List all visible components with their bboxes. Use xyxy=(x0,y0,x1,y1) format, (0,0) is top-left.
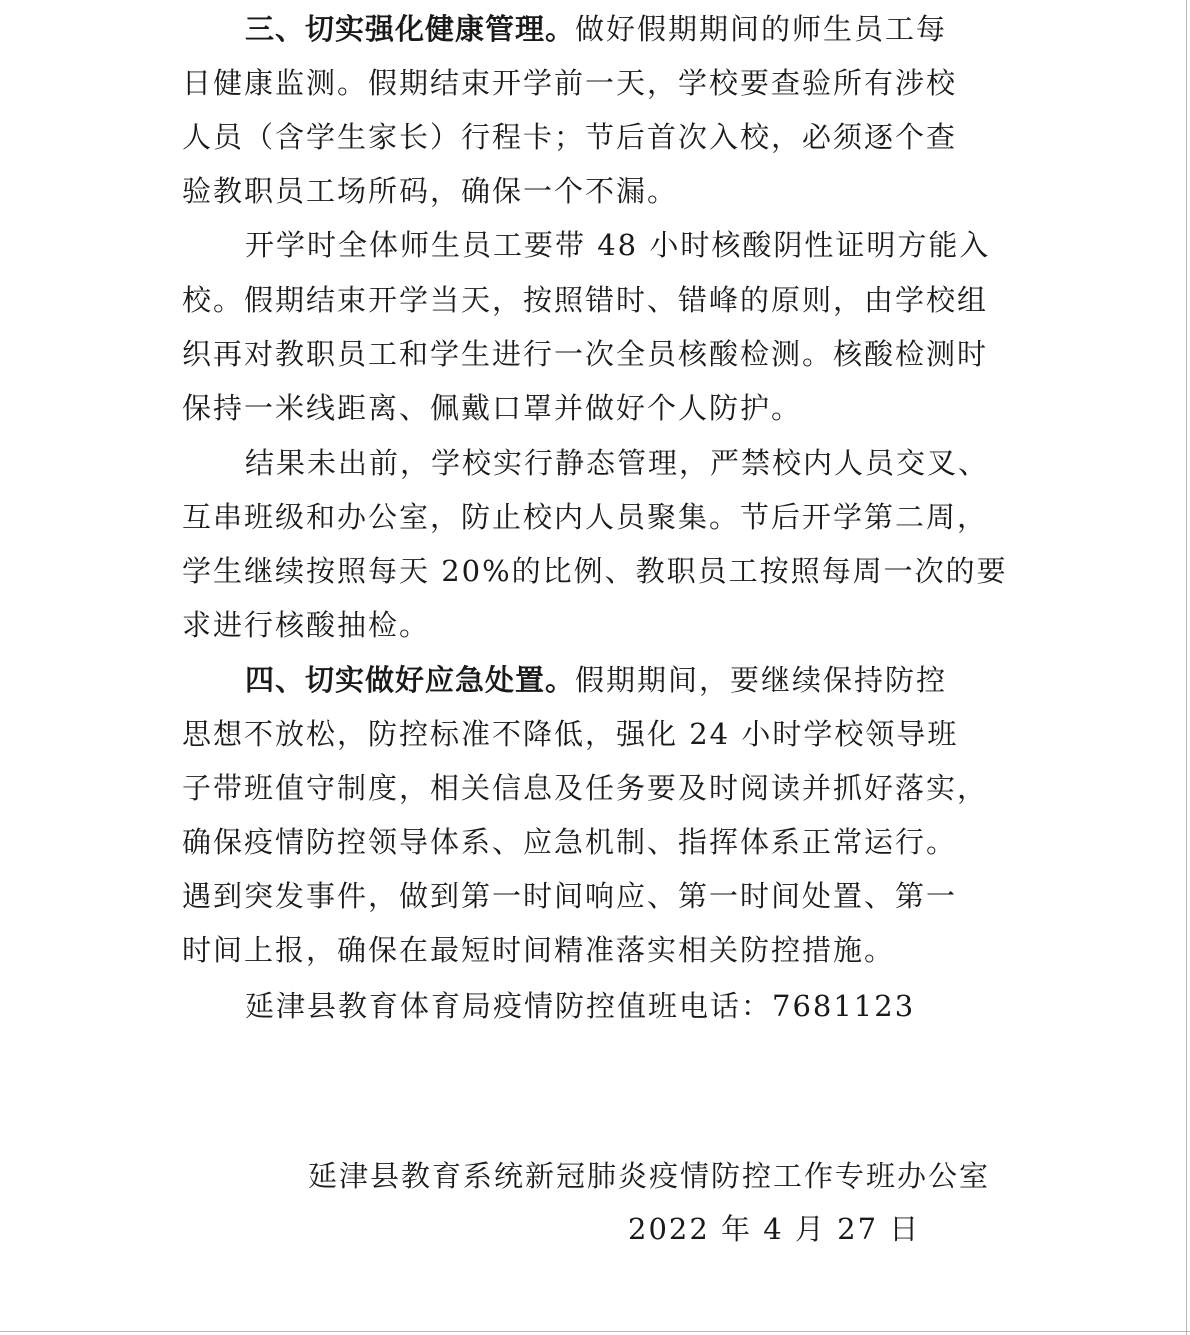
section3-line1-text: 做好假期期间的师生员工每 xyxy=(575,12,948,46)
section3-line3: 人员（含学生家长）行程卡；节后首次入校，必须逐个查 xyxy=(182,120,958,154)
section3-line2: 日健康监测。假期结束开学前一天，学校要查验所有涉校 xyxy=(182,66,958,100)
section4-line3: 子带班值守制度，相关信息及任务要及时阅读并抓好落实， xyxy=(182,771,989,805)
para3-line3: 学生继续按照每天 20%的比例、教职员工按照每周一次的要 xyxy=(182,554,1008,588)
para2-line1: 开学时全体师生员工要带 48 小时核酸阴性证明方能入 xyxy=(245,228,991,262)
para3-line1: 结果未出前，学校实行静态管理，严禁校内人员交叉、 xyxy=(245,446,990,480)
signature-office: 延津县教育系统新冠肺炎疫情防控工作专班办公室 xyxy=(308,1159,991,1193)
para3-line4: 求进行核酸抽检。 xyxy=(182,608,431,642)
signature-date: 2022 年 4 月 27 日 xyxy=(628,1212,921,1246)
para2-line3: 织再对教职员工和学生进行一次全员核酸检测。核酸检测时 xyxy=(182,337,989,371)
page-edge-right xyxy=(1186,0,1187,1335)
section3-line1 xyxy=(245,9,947,49)
section4-line6: 时间上报，确保在最短时间精准落实相关防控措施。 xyxy=(182,933,896,967)
section4-line1 xyxy=(245,660,947,700)
section4-line4: 确保疫情防控领导体系、应急机制、指挥体系正常运行。 xyxy=(182,825,958,859)
section4-line5: 遇到突发事件，做到第一时间响应、第一时间处置、第一 xyxy=(182,879,958,913)
hotline-text: 延津县教育体育局疫情防控值班电话：7681123 xyxy=(245,989,916,1023)
section3-line4: 验教职员工场所码，确保一个不漏。 xyxy=(182,174,679,208)
para2-line4: 保持一米线距离、佩戴口罩并做好个人防护。 xyxy=(182,391,803,425)
section3-heading: 三、切实强化健康管理。 xyxy=(245,12,576,46)
para3-line2: 互串班级和办公室，防止校内人员聚集。节后开学第二周， xyxy=(182,500,989,534)
page-edge-bottom xyxy=(0,1331,1190,1332)
section4-heading: 四、切实做好应急处置。 xyxy=(245,663,576,697)
section4-line1-text: 假期期间，要继续保持防控 xyxy=(575,663,948,697)
para2-line2: 校。假期结束开学当天，按照错时、错峰的原则，由学校组 xyxy=(182,283,989,317)
section4-line2: 思想不放松，防控标准不降低，强化 24 小时学校领导班 xyxy=(182,717,959,751)
